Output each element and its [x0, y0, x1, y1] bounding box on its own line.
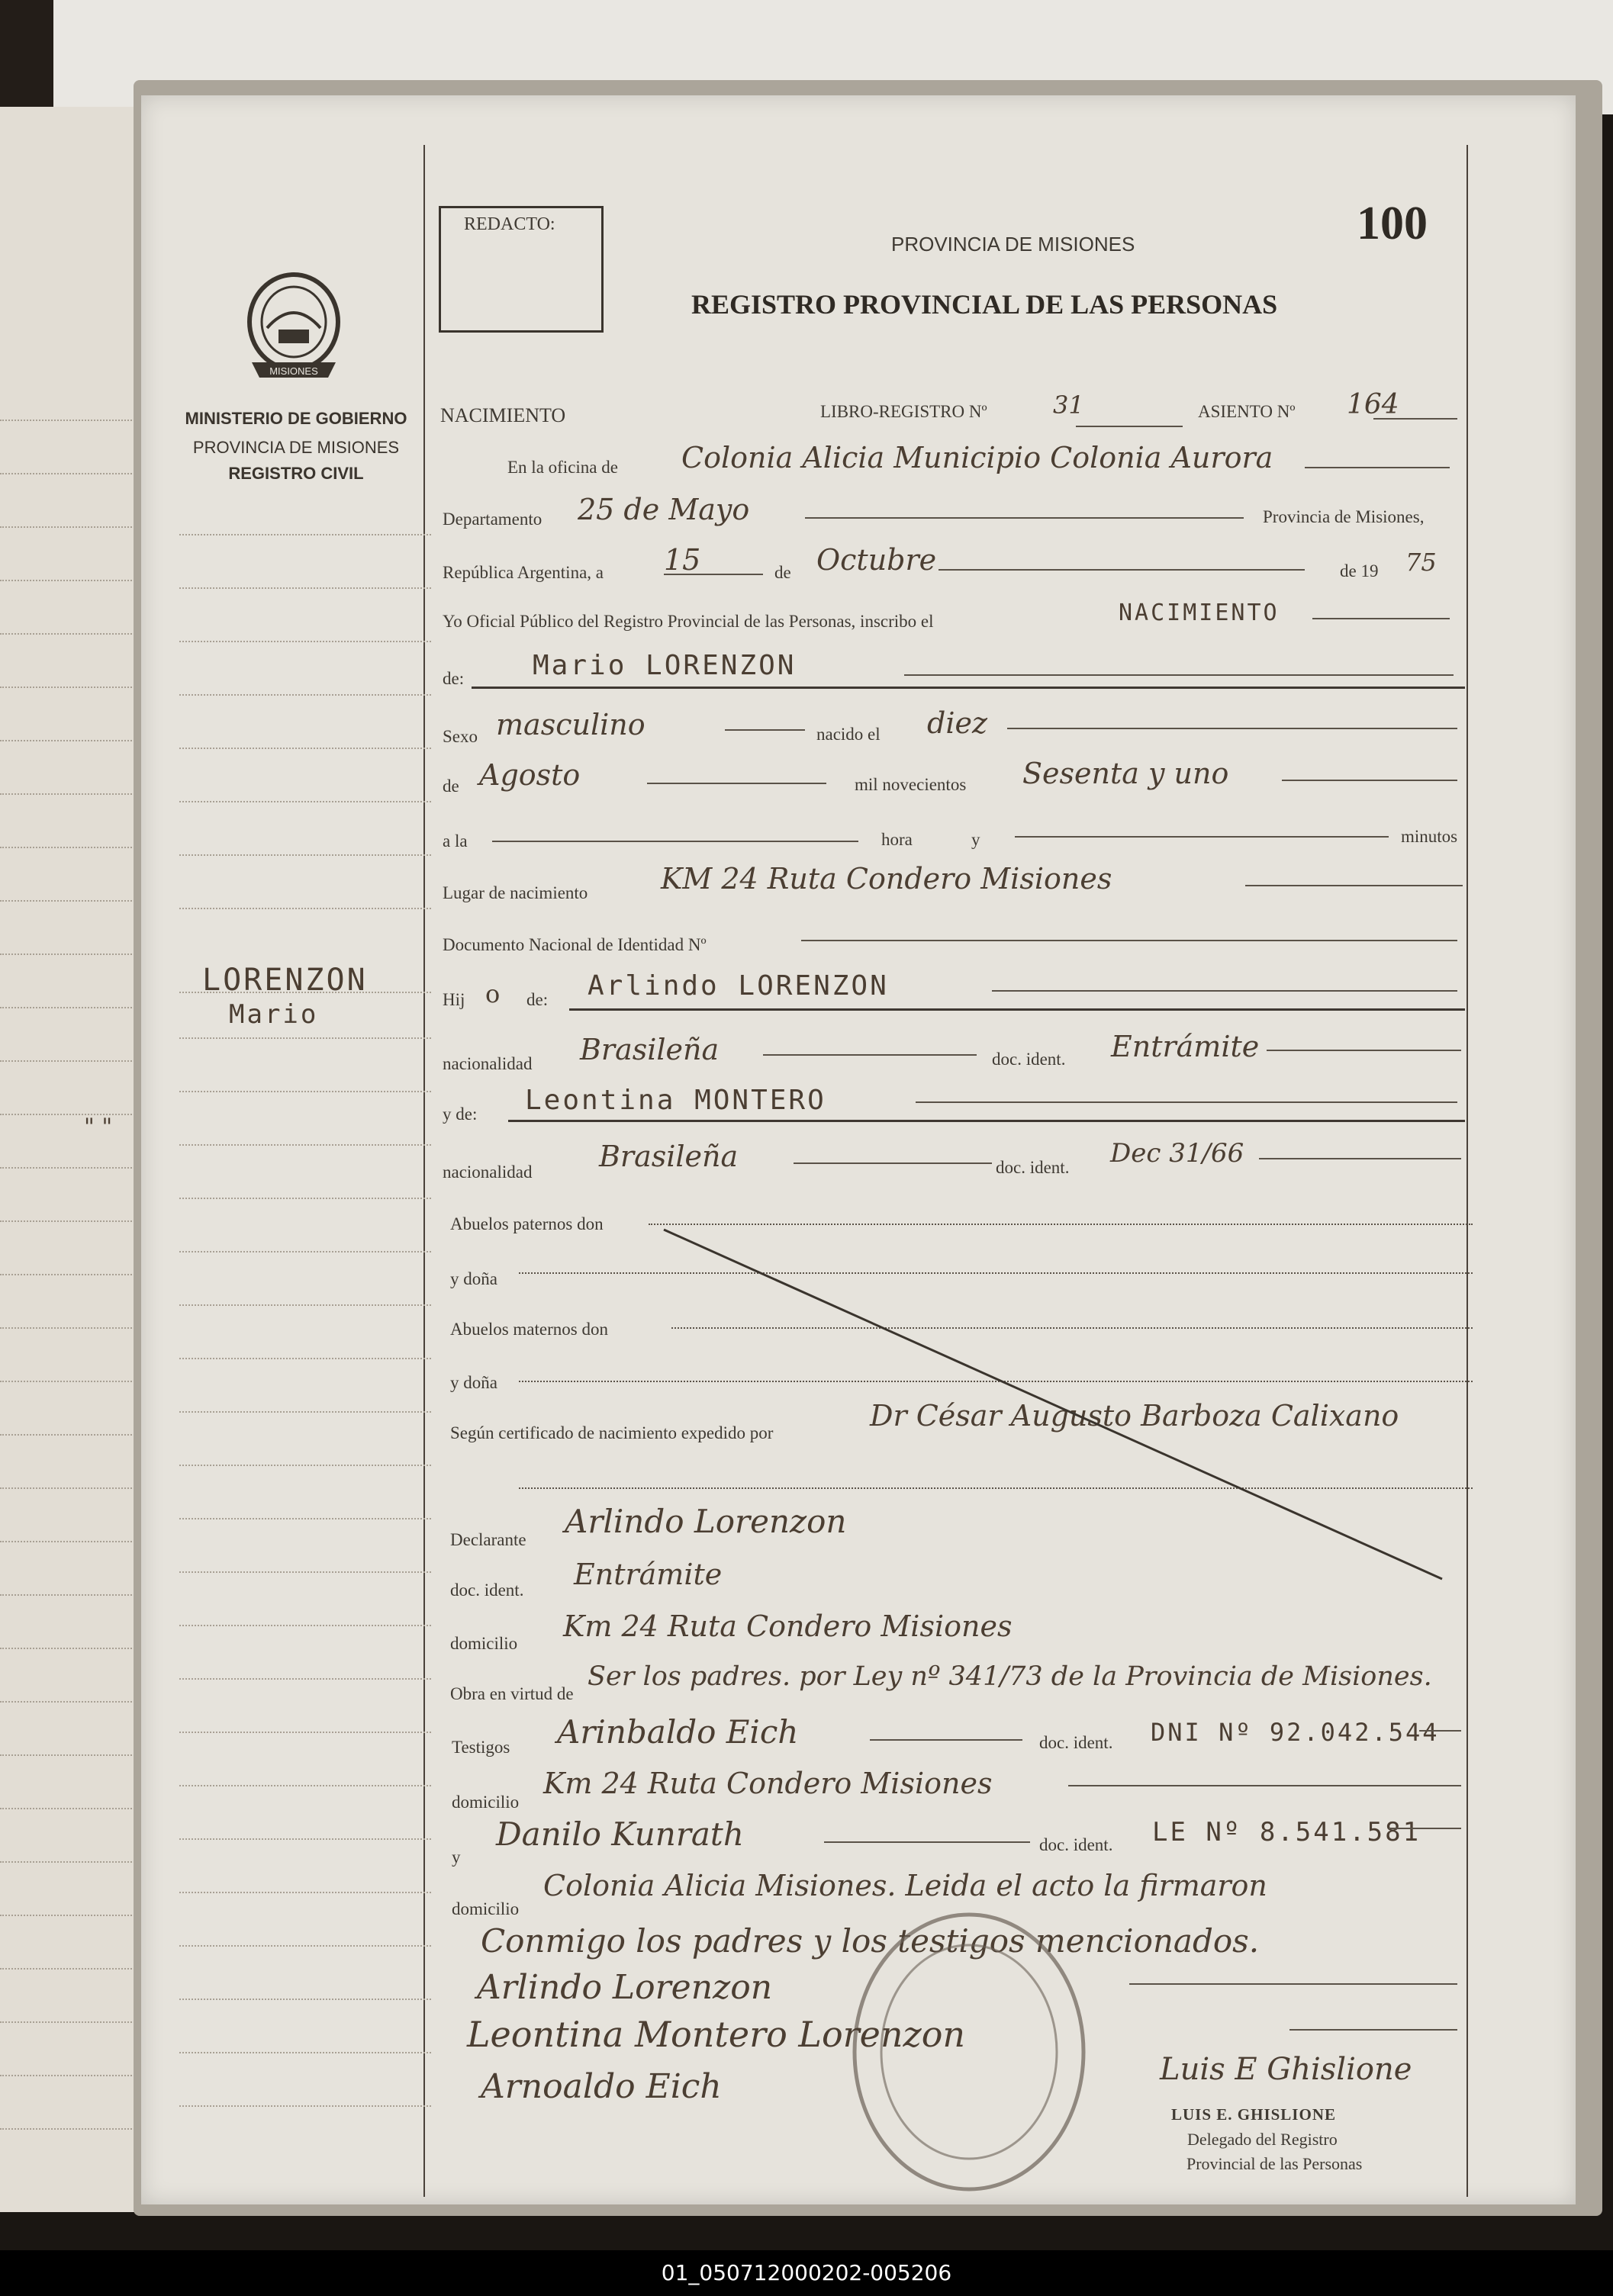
- de-name-label: de:: [443, 669, 465, 688]
- registry-label: REGISTRO CIVIL: [228, 464, 364, 483]
- testigo2-domicilio-value: Colonia Alicia Misiones. Leida el acto la firmaron: [543, 1869, 1267, 1902]
- signature-father: Arlindo Lorenzon: [477, 1968, 773, 2007]
- de-label: de: [774, 563, 791, 582]
- oficina-label: En la oficina de: [507, 458, 618, 477]
- lugar-value: KM 24 Ruta Condero Misiones: [661, 862, 1112, 896]
- testigo1-domicilio-value: Km 24 Ruta Condero Misiones: [543, 1767, 993, 1800]
- nacido-label: nacido el: [816, 725, 881, 744]
- testigos-label: Testigos: [452, 1738, 510, 1757]
- mother-label: y de:: [443, 1105, 478, 1124]
- signature-official: Luis E Ghislione: [1160, 2052, 1412, 2087]
- page-number: 100: [1357, 198, 1428, 249]
- ministry-label: MINISTERIO DE GOBIERNO: [185, 409, 407, 428]
- mil-label: mil novecientos: [855, 775, 967, 794]
- departamento-value: 25 de Mayo: [578, 493, 750, 526]
- y-testigo-label: y: [452, 1847, 461, 1867]
- image-caption: 01_050712000202-005206: [0, 2250, 1613, 2296]
- segun-label: Según certificado de nacimiento expedido por: [450, 1423, 774, 1442]
- testigo1-name: Arinbaldo Eich: [557, 1713, 799, 1751]
- birth-year-value: Sesenta y uno: [1022, 757, 1229, 790]
- minutos-label: minutos: [1401, 827, 1458, 846]
- republica-label: República Argentina, a: [443, 563, 604, 582]
- testigo2-name: Danilo Kunrath: [496, 1815, 744, 1853]
- de-month-label: de: [443, 777, 459, 796]
- hijo-label-pre: Hij: [443, 990, 465, 1009]
- abuelos-maternos-label: Abuelos maternos don: [450, 1320, 608, 1339]
- oficina-value: Colonia Alicia Municipio Colonia Aurora: [681, 441, 1273, 474]
- mother-doc-value: Dec 31/66: [1110, 1138, 1244, 1169]
- record-type-label: NACIMIENTO: [440, 404, 566, 426]
- right-margin-line: [1467, 145, 1468, 2197]
- obra-label: Obra en virtud de: [450, 1684, 574, 1703]
- abuelos-paternos-dona-label: y doña: [450, 1269, 497, 1288]
- nacido-value: diez: [927, 706, 987, 740]
- y-label: y: [971, 830, 980, 849]
- oficial-text: Yo Oficial Público del Registro Provincial de las Personas, inscribo el: [443, 612, 934, 631]
- testigo1-domicilio-label: domicilio: [452, 1793, 520, 1812]
- signature-witness: Arnoaldo Eich: [481, 2067, 722, 2106]
- asiento-value: 164: [1347, 389, 1399, 420]
- father-name-value: Arlindo LORENZON: [588, 970, 889, 1002]
- coat-of-arms-seal: [237, 267, 351, 389]
- obra-value: Ser los padres. por Ley nº 341/73 de la Provincia de Misiones.: [588, 1661, 1432, 1692]
- year-value: 75: [1405, 548, 1437, 577]
- father-doc-label: doc. ident.: [992, 1050, 1066, 1069]
- dni-label: Documento Nacional de Identidad Nº: [443, 935, 707, 954]
- hijo-label-post: de:: [526, 990, 549, 1009]
- signature-mother: Leontina Montero Lorenzon: [467, 2014, 966, 2055]
- ala-label: a la: [443, 831, 468, 851]
- hijo-suffix: o: [485, 979, 501, 1008]
- testigo1-doc-label: doc. ident.: [1039, 1733, 1113, 1752]
- declarante-label: Declarante: [450, 1530, 526, 1549]
- sexo-label: Sexo: [443, 727, 478, 746]
- provincia-label: Provincia de Misiones,: [1263, 507, 1425, 526]
- day-value: 15: [664, 543, 701, 577]
- father-doc-value: Entrámite: [1111, 1030, 1260, 1063]
- declarante-doc-value: Entrámite: [574, 1558, 723, 1591]
- testigo2-doc-label: doc. ident.: [1039, 1835, 1113, 1854]
- departamento-label: Departamento: [443, 510, 542, 529]
- inscribo-value: NACIMIENTO: [1119, 600, 1280, 626]
- lugar-label: Lugar de nacimiento: [443, 883, 588, 902]
- declarante-domicilio-label: domicilio: [450, 1634, 518, 1653]
- margin-note-surname: LORENZON: [202, 963, 368, 998]
- mother-name-value: Leontina MONTERO: [525, 1085, 826, 1116]
- column-divider: [423, 145, 425, 2197]
- declarante-doc-label: doc. ident.: [450, 1581, 524, 1600]
- month-value: Octubre: [816, 543, 937, 577]
- registry-title: REGISTRO PROVINCIAL DE LAS PERSONAS: [691, 289, 1278, 320]
- background-left-edge: [0, 0, 53, 114]
- mother-doc-label: doc. ident.: [996, 1158, 1070, 1177]
- svg-text:MISIONES: MISIONES: [269, 365, 318, 377]
- testigo2-domicilio-label: domicilio: [452, 1899, 520, 1918]
- redacto-label: REDACTO:: [464, 214, 555, 234]
- province-title: PROVINCIA DE MISIONES: [891, 233, 1135, 256]
- birth-month-value: Agosto: [479, 758, 581, 792]
- province-label: PROVINCIA DE MISIONES: [192, 438, 400, 457]
- year-label: de 19: [1340, 561, 1379, 580]
- asiento-label: ASIENTO Nº: [1198, 402, 1296, 421]
- hora-label: hora: [881, 830, 913, 849]
- testigo1-doc-value: DNI Nº 92.042.544: [1151, 1718, 1440, 1747]
- libro-label: LIBRO-REGISTRO Nº: [820, 402, 987, 421]
- abuelos-maternos-dona-label: y doña: [450, 1373, 497, 1392]
- official-stamp-title: Delegado del Registro: [1187, 2130, 1338, 2149]
- official-stamp-name: LUIS E. GHISLIONE: [1171, 2105, 1336, 2124]
- abuelos-paternos-label: Abuelos paternos don: [450, 1214, 604, 1233]
- segun-value: Dr César Augusto Barboza Calixano: [870, 1399, 1399, 1433]
- closing-line: Conmigo los padres y los testigos mencionados.: [481, 1922, 1260, 1960]
- left-page-mark: " ": [84, 1114, 113, 1140]
- sexo-value: masculino: [496, 708, 646, 741]
- testigo2-doc-value: LE Nº 8.541.581: [1152, 1817, 1421, 1847]
- mother-nac-value: Brasileña: [599, 1140, 739, 1173]
- libro-value: 31: [1053, 391, 1084, 420]
- margin-note-name: Mario: [229, 999, 319, 1030]
- redacto-box: [439, 206, 604, 333]
- child-name-value: Mario LORENZON: [533, 650, 797, 681]
- official-stamp-office: Provincial de las Personas: [1186, 2154, 1363, 2173]
- declarante-domicilio-value: Km 24 Ruta Condero Misiones: [563, 1609, 1013, 1643]
- father-nac-label: nacionalidad: [443, 1054, 533, 1073]
- mother-nac-label: nacionalidad: [443, 1162, 533, 1182]
- father-nac-value: Brasileña: [580, 1033, 720, 1066]
- declarante-value: Arlindo Lorenzon: [565, 1503, 847, 1540]
